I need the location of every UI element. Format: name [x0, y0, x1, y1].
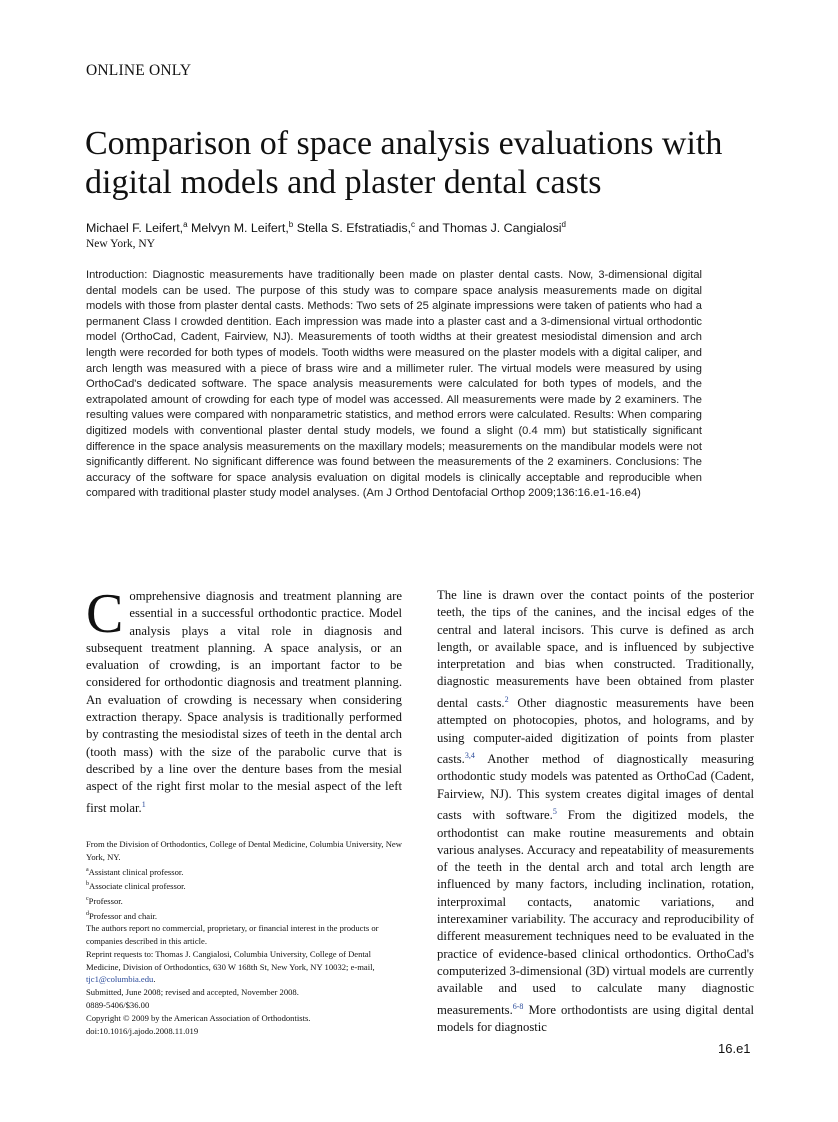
footnote-reprint: Reprint requests to: Thomas J. Cangialosi, Columbia University, College of Dental Medicine, Division of Orthodontics, 630 W 168th St, New York, NY 10032; e-mail, tjc1@columbia.edu.: [86, 948, 375, 985]
author-affiliation-mark: d: [561, 220, 566, 229]
reference-link[interactable]: 2: [504, 694, 509, 704]
body-column-left: [86, 583, 402, 817]
footnote-a: $^a$Assistant clinical professor.: [86, 866, 184, 877]
footnote-affiliation: From the Division of Orthodontics, College of Dental Medicine, Columbia University, New York, NY.: [86, 839, 402, 862]
footnote-c: $^c$Professor.: [86, 895, 123, 906]
author-affiliation-mark: a: [183, 220, 188, 229]
footnote-price: 0889-5406/$36.00: [86, 1000, 150, 1010]
footnote-b: $^b$Associate clinical professor.: [86, 881, 186, 892]
footnotes: [86, 838, 402, 1037]
reference-link[interactable]: 3,4: [464, 750, 475, 760]
author-affiliation-mark: b: [288, 220, 294, 229]
reference-link[interactable]: 5: [552, 807, 557, 817]
footnote-d: $^d$Professor and chair.: [86, 910, 158, 921]
author-name: Melvyn M. Leifert,: [191, 221, 289, 236]
body-text: The line is drawn over the contact points of the posterior teeth, the tips of the canines, and the incisal edges of the central and lateral incisors. This curve is defined as arch length, or available space, and is influenced by subjective interpretation and bias when constructed. Traditionally, diagnostic measurements have been obtained from plaster dental casts.: [437, 588, 754, 711]
abstract: Introduction: Diagnostic measurements have traditionally been made on plaster dental casts. Now, 3-dimensional digital dental models can be used. The purpose of this study was to compare space analysis measurements made on digital models with those from plaster dental casts. Methods: Two sets of 25 alginate impressions were taken of patients who had a permanent Class I crowded dentition. Each impression was made into a plaster cast and a 3-dimensional virtual orthodontic model (OrthoCad, Cadent, Fairview, NJ). Measurements of tooth widths at their greatest mesiodistal dimension and arch length were recorded for both types of models. Tooth widths were measured on the plaster models with a digital caliper, and arch length was measured with a piece of brass wire and a millimeter ruler. The virtual models were measured by using OrthoCad's dedicated software. The space analysis measurements were calculated for both types of models, and the extrapolated amount of crowding for each type of model was accessed. All measurements were made by 2 examiners. The resulting values were compared with nonparametric statistics, and method errors were calculated. Results: When comparing digitized models with conventional plaster dental study models, we found a slight (0.4 mm) but statistically significant difference in the space analysis measurements on the maxillary models; measurements on the mandibular models were not significantly different. No significant difference was found between the measurements of the 2 examiners. Conclusions: The accuracy of the software for space analysis evaluation on digital models is clinically acceptable and reproducible when compared with traditional plaster study model analyses. (Am J Orthod Dentofacial Orthop 2009;136:16.e1-16.e4): [86, 269, 702, 500]
footnote-submitted: Submitted, June 2008; revised and accepted, November 2008.: [86, 987, 299, 998]
page-number: 16.e1: [718, 1041, 751, 1056]
section-label: ONLINE ONLY: [86, 62, 192, 79]
body-paragraph: omprehensive diagnosis and treatment planning are essential in a successful orthodontic practice. Model analysis plays a vital role in diagnosis and subsequent treatment planning. A space analysis, or an evaluation of crowding, is an important factor to be considered for orthodontic diagnosis and treatment planning. An evaluation of crowding is necessary when considering extraction therapy. Space analysis is traditionally performed by contrasting the mesiodistal sizes of teeth in the dental arch (tooth mass) with the size of the parabolic curve that is described by a line over the denture bases from the mesial aspect of the right first molar to the mesial aspect of the left first molar.: [86, 589, 402, 815]
email-link[interactable]: tjc1@columbia.edu: [86, 974, 154, 985]
body-text: More orthodontists are using digital dental models for diagnostic: [437, 1002, 754, 1035]
author-name: and Thomas J. Cangialosi: [418, 221, 562, 236]
drop-cap: C: [86, 583, 124, 645]
body-text: Another method of diagnostically measuring orthodontic study models was patented as OrthoCad (Cadent, Fairview, NJ). This system creates digital images of dental casts with software.: [437, 752, 754, 823]
author-affiliation-mark: c: [411, 220, 416, 229]
body-text: Other diagnostic measurements have been attempted on photocopies, photos, and holograms, and by using computer-aided digitization of points from plaster casts.: [437, 696, 754, 767]
footnote-copyright: Copyright © 2009 by the American Association of Orthodontists.: [86, 1012, 311, 1023]
footnote-doi: doi:10.1016/j.ajodo.2008.11.019: [86, 1025, 199, 1036]
reference-link[interactable]: 6-8: [512, 1001, 524, 1011]
author-list: [86, 220, 566, 235]
body-text: From the digitized models, the orthodontist can make routine measurements and obtain various analyses. Accuracy and repeatability of measurements of the teeth in the dental arch and total arch length are influenced by many factors, including inclination, rotation, interproximal contacts, anatomic variations, and interexaminer variability. The accuracy and reproducibility of different measurement techniques need to be evaluated in the practice of evidence-based clinical orthodontics. OrthoCad's computerized 3-dimensional (3D) virtual models are currently available and used to calculate many diagnostic measurements.: [437, 808, 754, 1017]
footnote-disclosure: The authors report no commercial, proprietary, or financial interest in the products or companies described in this article.: [86, 923, 379, 947]
body-column-right: [437, 587, 754, 1036]
article-title: Comparison of space analysis evaluations with digital models and plaster dental casts: [85, 125, 723, 201]
reference-link[interactable]: 1: [141, 799, 146, 809]
author-name: Michael F. Leifert,: [86, 221, 184, 236]
author-location: New York, NY: [86, 238, 156, 250]
author-name: Stella S. Efstratiadis,: [296, 221, 412, 236]
